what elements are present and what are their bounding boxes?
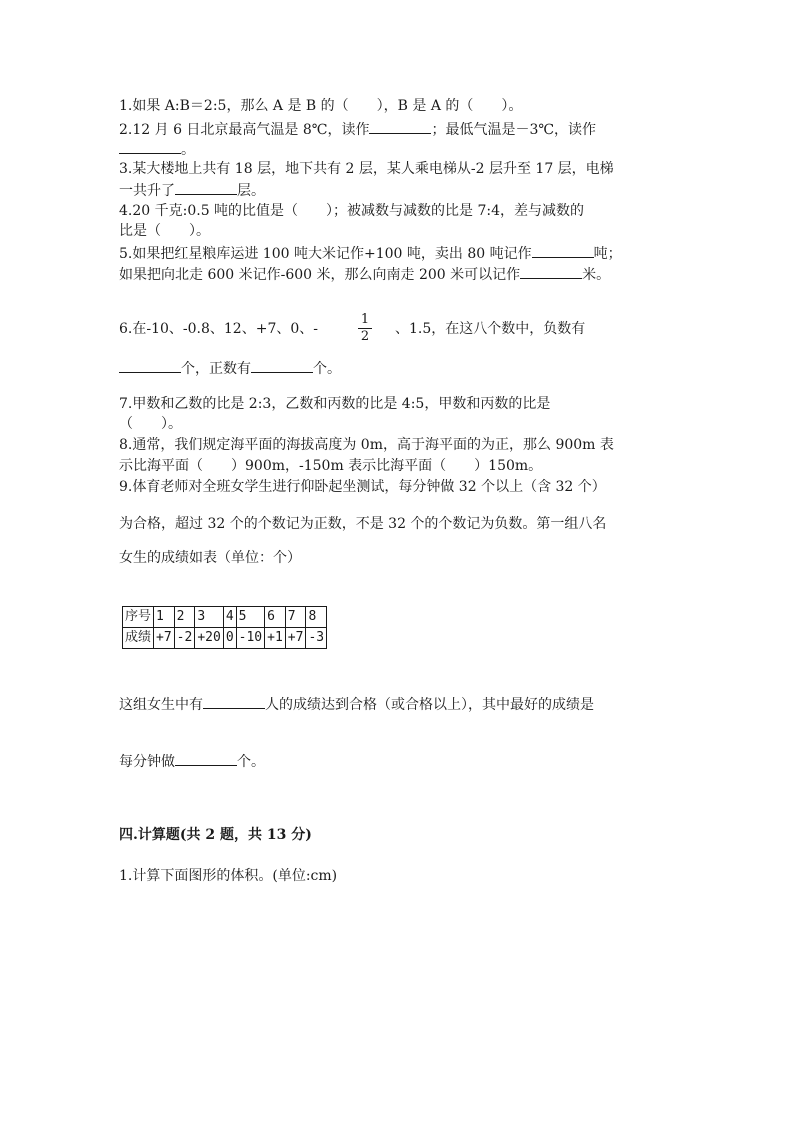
question-2-line-2: [119, 139, 195, 159]
table-cell: +7: [154, 628, 175, 649]
answer-blank[interactable]: [119, 358, 181, 373]
answer-blank[interactable]: [203, 694, 265, 709]
table-cell: 4: [223, 607, 236, 628]
question-5-line-1: [119, 243, 622, 263]
table-cell: 6: [265, 607, 286, 628]
section-4-title: 四.计算题(共 2 题，共 13 分): [119, 827, 312, 843]
question-8-line-1: 8.通常，我们规定海平面的海拔高度为 0m，高于海平面的为正，那么 900m 表: [119, 437, 614, 453]
question-9-text-d: 这组女生中有: [119, 697, 203, 713]
answer-blank[interactable]: [251, 358, 313, 373]
answer-blank[interactable]: [520, 264, 582, 279]
question-3-line-2: [119, 180, 265, 200]
question-6-line-1-start: 6.在-10、-0.8、12、+7、0、-: [119, 321, 318, 337]
question-2-text-b: ；最低气温是－3℃，读作: [431, 122, 597, 138]
question-1: 1.如果 A:B＝2:5，那么 A 是 B 的（ ），B 是 A 的（ ）。: [119, 98, 523, 114]
score-table: [122, 606, 327, 649]
answer-blank[interactable]: [175, 180, 237, 195]
section-4-question-1: 1.计算下面图形的体积。(单位:cm): [119, 868, 338, 884]
answer-blank[interactable]: [369, 119, 431, 134]
table-cell: 0: [223, 628, 236, 649]
table-header-cell: 序号: [123, 607, 154, 628]
table-cell: +20: [195, 628, 223, 649]
question-2-end: 。: [181, 142, 195, 158]
question-9-text-e-end: 个。: [237, 754, 265, 770]
table-cell: -2: [174, 628, 195, 649]
table-cell: 3: [195, 607, 223, 628]
question-4-line-1: 4.20 千克:0.5 吨的比值是（ ）；被减数与减数的比是 7:4，差与减数的: [119, 203, 585, 219]
question-6-line-1-end: 、1.5，在这八个数中，负数有: [395, 321, 586, 337]
question-6-text: 个，正数有: [181, 361, 251, 377]
question-2-text-a: 2.12 月 6 日北京最高气温是 8℃，读作: [119, 122, 370, 138]
fraction-one-half: [358, 313, 372, 344]
table-cell: +1: [265, 628, 286, 649]
table-row: [123, 628, 327, 649]
table-cell: 2: [174, 607, 195, 628]
question-7-line-1: 7.甲数和乙数的比是 2:3，乙数和丙数的比是 4:5，甲数和丙数的比是: [119, 396, 551, 412]
question-5-line-2: [119, 264, 610, 284]
fraction-denominator: 2: [360, 329, 370, 344]
question-5-text-a-end: 吨；: [593, 246, 622, 262]
table-header-cell: 成绩: [123, 628, 154, 649]
answer-blank[interactable]: [532, 243, 594, 258]
answer-blank[interactable]: [119, 139, 181, 154]
table-cell: -3: [306, 628, 327, 649]
question-5-text-a: 5.如果把红星粮库运进 100 吨大米记作+100 吨，卖出 80 吨记作: [119, 246, 532, 262]
question-9-line-1: 9.体育老师对全班女学生进行仰卧起坐测试，每分钟做 32 个以上（含 32 个）: [119, 479, 606, 495]
table-cell: 1: [154, 607, 175, 628]
question-8-line-2: 示比海平面（ ）900m，-150m 表示比海平面（ ）150m。: [119, 458, 543, 474]
table-row: [123, 607, 327, 628]
question-4-line-2: 比是（ ）。: [119, 223, 210, 239]
table-cell: 8: [306, 607, 327, 628]
question-9-line-2: 为合格，超过 32 个的个数记为正数，不是 32 个的个数记为负数。第一组八名: [119, 516, 607, 532]
question-5-text-b-end: 米。: [582, 267, 611, 283]
question-6-line-2: [119, 358, 341, 378]
answer-blank[interactable]: [175, 751, 237, 766]
question-9-text-e: 每分钟做: [119, 754, 175, 770]
table-cell: 5: [236, 607, 264, 628]
question-9-text-d-end: 人的成绩达到合格（或合格以上），其中最好的成绩是: [265, 697, 594, 713]
question-9-line-3: 女生的成绩如表（单位：个）: [119, 550, 301, 566]
question-9-line-5: [119, 751, 265, 771]
question-3-text-end: 层。: [237, 183, 265, 199]
question-5-text-b: 如果把向北走 600 米记作-600 米，那么向南走 200 米可以记作: [119, 267, 521, 283]
question-3-text: 一共升了: [119, 183, 175, 199]
fraction-numerator: 1: [360, 312, 370, 327]
table-cell: -10: [236, 628, 264, 649]
table-cell: 7: [285, 607, 306, 628]
table-cell: +7: [285, 628, 306, 649]
question-9-line-4: [119, 694, 594, 714]
question-2-line-1: [119, 119, 596, 139]
question-6-text-end: 个。: [313, 361, 341, 377]
question-3-line-1: 3.某大楼地上共有 18 层，地下共有 2 层，某人乘电梯从-2 层升至 17 层，电梯: [119, 161, 614, 177]
question-7-line-2: （ ）。: [119, 416, 182, 432]
